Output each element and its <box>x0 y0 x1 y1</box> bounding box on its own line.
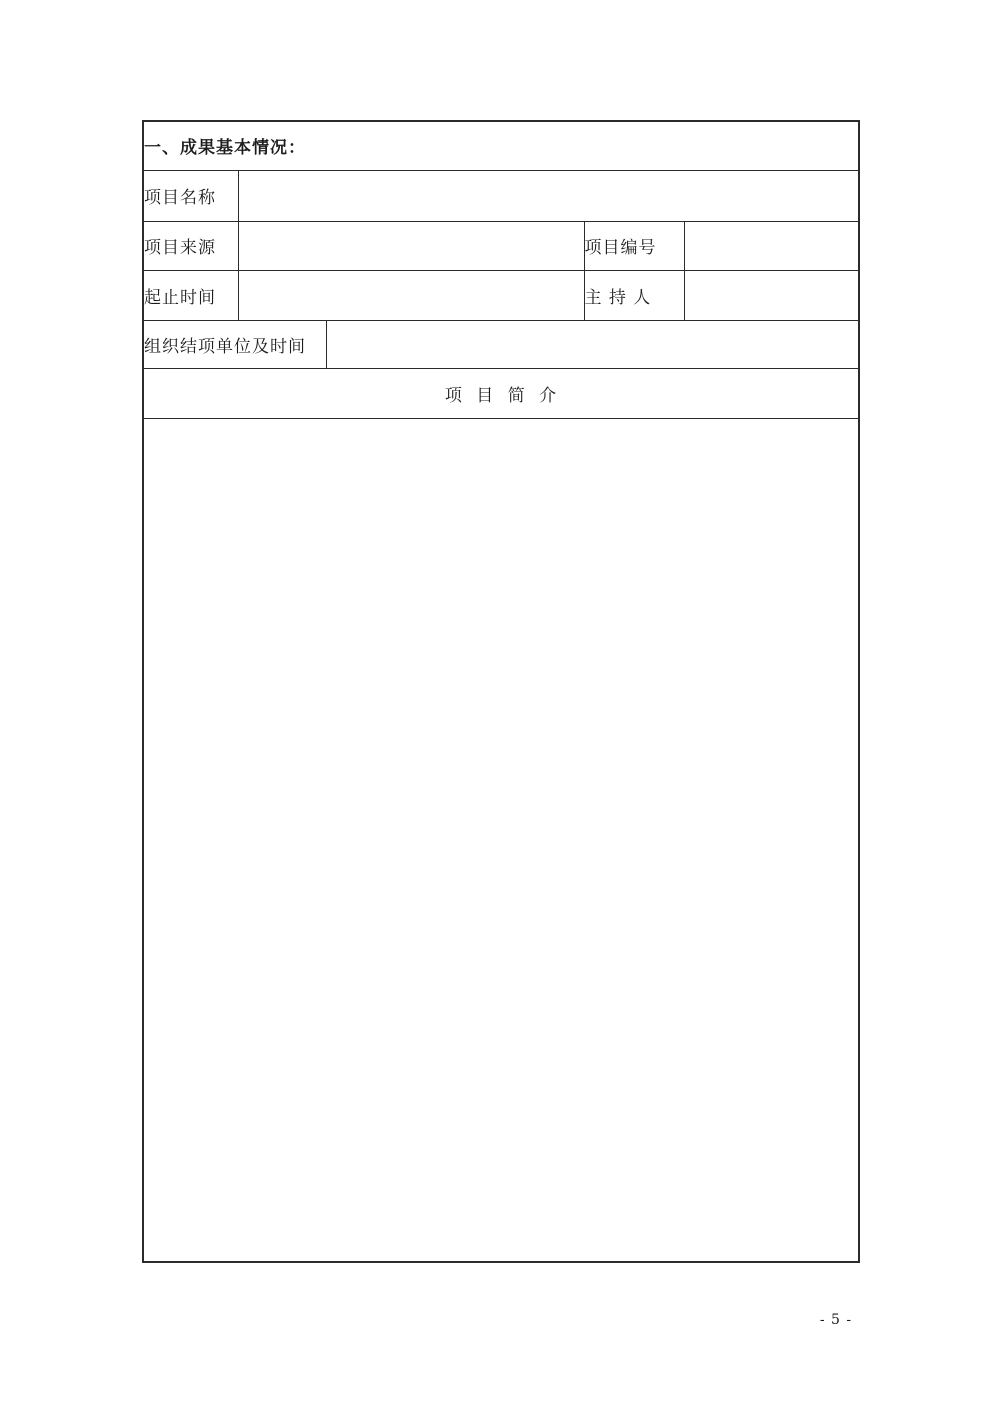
section-header-row <box>143 121 859 170</box>
host-value <box>684 270 859 320</box>
intro-header-row <box>143 368 859 418</box>
closing-org-value <box>326 320 859 368</box>
project-intro-title: 项 目 简 介 <box>143 368 859 418</box>
project-name-value <box>238 170 859 221</box>
start-end-time-row <box>143 270 859 320</box>
page-number: - 5 - <box>819 1312 853 1328</box>
project-source-label: 项目来源 <box>143 221 238 270</box>
project-source-value <box>238 221 584 270</box>
project-intro-body <box>143 418 859 1262</box>
project-number-label: 项目编号 <box>584 221 684 270</box>
section-title: 一、成果基本情况： <box>143 121 859 170</box>
start-end-time-value <box>238 270 584 320</box>
project-source-row <box>143 221 859 270</box>
project-name-row <box>143 170 859 221</box>
start-end-time-label: 起止时间 <box>143 270 238 320</box>
closing-org-label: 组织结项单位及时间 <box>143 320 326 368</box>
host-label: 主 持 人 <box>584 270 684 320</box>
closing-org-row <box>143 320 859 368</box>
intro-body-row <box>143 418 859 1262</box>
project-number-value <box>684 221 859 270</box>
project-name-label: 项目名称 <box>143 170 238 221</box>
achievement-basic-info-table <box>142 120 860 1263</box>
